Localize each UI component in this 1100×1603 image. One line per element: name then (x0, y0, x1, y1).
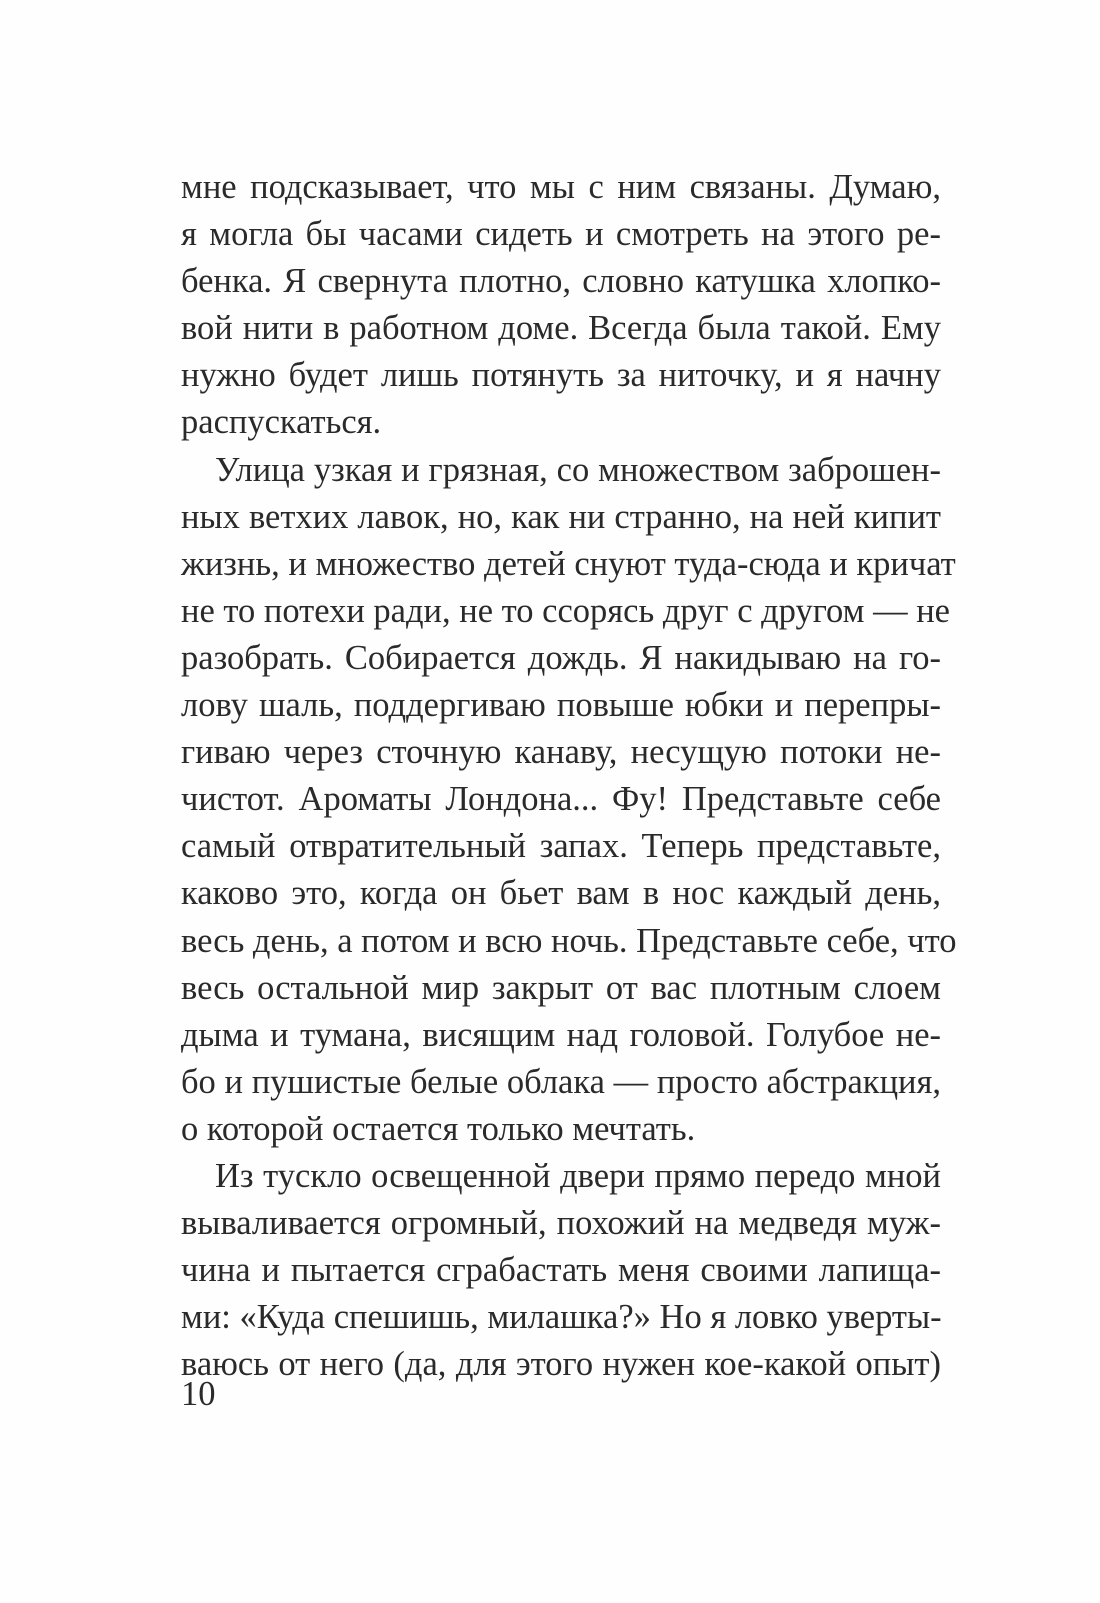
body-text (181, 164, 957, 1388)
text-line: Из тускло освещенной двери прямо передо мной (215, 1156, 941, 1195)
text-line: весь остальной мир закрыт от вас плотным слоем (181, 968, 941, 1007)
text-line: весь день, а потом и всю ночь. Представьте себе, что (181, 921, 957, 960)
text-line: каково это, когда он бьет вам в нос каждый день, (181, 874, 941, 913)
text-line: о которой остается только мечтать. (181, 1109, 696, 1148)
text-line: я могла бы часами сидеть и смотреть на этого ре- (181, 215, 941, 254)
text-line: мне подсказывает, что мы с ним связаны. Думаю, (181, 168, 941, 206)
text-line: разобрать. Собирается дождь. Я накидываю на го- (181, 638, 941, 677)
text-line: бо и пушистые белые облака — просто абстракция, (181, 1062, 941, 1101)
text-line: Улица узкая и грязная, со множеством заброшен- (215, 450, 941, 489)
text-line: вой нити в работном доме. Всегда была такой. Ему (181, 309, 941, 348)
text-line: самый отвратительный запах. Теперь представьте, (181, 827, 941, 866)
text-line: лову шаль, поддергиваю повыше юбки и перепры- (181, 686, 941, 725)
text-line: ных ветхих лавок, но, как ни странно, на ней кипит (181, 497, 941, 536)
page-number: 10 (181, 1375, 216, 1413)
text-line: гиваю через сточную канаву, несущую потоки не- (181, 733, 941, 772)
text-line: чистот. Ароматы Лондона... Фу! Представьте себе (181, 780, 941, 819)
text-line: вываливается огромный, похожий на медведя муж- (181, 1204, 941, 1243)
text-line: не то потехи ради, не то ссорясь друг с другом — не (181, 591, 950, 630)
text-line: нужно будет лишь потянуть за ниточку, и я начну (181, 356, 941, 395)
text-line: ми: «Куда спешишь, милашка?» Но я ловко уверты- (181, 1298, 942, 1337)
text-line: жизнь, и множество детей снуют туда-сюда и кричат (181, 544, 956, 583)
text-line: ваюсь от него (да, для этого нужен кое-какой опыт) (181, 1345, 941, 1384)
text-line: распускаться. (181, 403, 382, 442)
text-line: бенка. Я свернута плотно, словно катушка хлопко- (181, 262, 941, 301)
text-line: чина и пытается сграбастать меня своими лапища- (181, 1251, 941, 1290)
text-line: дыма и тумана, висящим над головой. Голубое не- (181, 1015, 941, 1054)
